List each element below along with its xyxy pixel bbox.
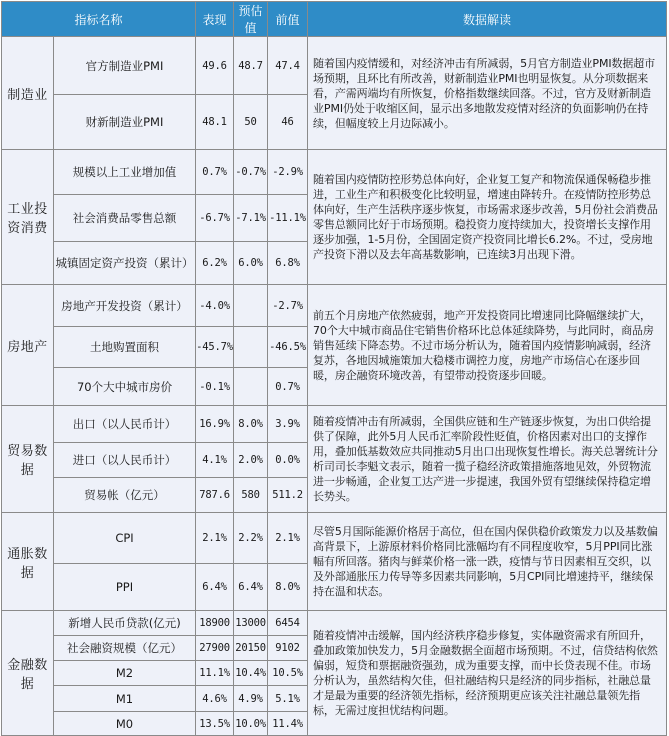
actual-value: -45.7%: [196, 327, 234, 368]
previous-value: 0.7%: [268, 368, 308, 406]
forecast-value: 20150: [234, 636, 268, 661]
forecast-value: 8.0%: [234, 406, 268, 443]
previous-value: 8.0%: [268, 564, 308, 611]
forecast-value: 50: [234, 95, 268, 150]
actual-value: 11.1%: [196, 661, 234, 686]
previous-value: 10.5%: [268, 661, 308, 686]
indicator-name: 城镇固定资产投资（累计）: [54, 242, 196, 285]
analysis-industry-investment-consumption: 随着国内疫情防控形势总体向好，企业复工复产和物流保通保畅稳步推进，工业生产和积极变化比较明显，增速由降转升。在疫情防控形势总体向好，生产生活秩序逐步恢复，市场需求逐步改善，5月份社会消费品零售总额同比好于市场预期。稳投资力度持续加大，投资增长支撑作用逐步加强，1-5月份，全国固定资产投资同比增长6.2%。不过，受房地产投资下滑以及去年高基数影响，已连续3月出现下滑。: [308, 150, 667, 285]
actual-value: -4.0%: [196, 285, 234, 327]
indicator-name: PPI: [54, 564, 196, 611]
actual-value: 16.9%: [196, 406, 234, 443]
forecast-value: -7.1%: [234, 195, 268, 242]
indicator-name: 规模以上工业增加值: [54, 150, 196, 195]
header-indicator: 指标名称: [2, 2, 196, 37]
category-manufacturing: 制造业: [2, 37, 54, 150]
previous-value: 0.0%: [268, 443, 308, 478]
previous-value: 6454: [268, 611, 308, 636]
actual-value: 18900: [196, 611, 234, 636]
actual-value: -0.1%: [196, 368, 234, 406]
header-actual: 表现: [196, 2, 234, 37]
forecast-value: [234, 368, 268, 406]
indicator-name: 土地购置面积: [54, 327, 196, 368]
previous-value: -2.7%: [268, 285, 308, 327]
forecast-value: 6.0%: [234, 242, 268, 285]
analysis-inflation-data: 尽管5月国际能源价格居于高位，但在国内保供稳价政策发力以及基数偏高背景下，上游原材料价格同比涨幅均有不同程度收窄，5月PPI同比涨幅有所回落。猪肉与鲜菜价格一涨一跌，疫情与节日因素相互交织，以及外部通胀压力传导等多因素共同影响，5月CPI同比增速持平，继续保持在温和状态。: [308, 513, 667, 611]
actual-value: -6.7%: [196, 195, 234, 242]
header-previous: 前值: [268, 2, 308, 37]
forecast-value: 10.0%: [234, 712, 268, 736]
previous-value: -11.1%: [268, 195, 308, 242]
actual-value: 787.6: [196, 478, 234, 513]
previous-value: 47.4: [268, 37, 308, 95]
forecast-value: 580: [234, 478, 268, 513]
forecast-value: 10.4%: [234, 661, 268, 686]
previous-value: -46.5%: [268, 327, 308, 368]
previous-value: 11.4%: [268, 712, 308, 736]
previous-value: 46: [268, 95, 308, 150]
header-analysis: 数据解读: [308, 2, 667, 37]
indicator-name: 社会消费品零售总额: [54, 195, 196, 242]
actual-value: 4.6%: [196, 686, 234, 712]
forecast-value: 2.0%: [234, 443, 268, 478]
actual-value: 6.2%: [196, 242, 234, 285]
indicator-name: 出口（以人民币计）: [54, 406, 196, 443]
category-real-estate: 房地产: [2, 285, 54, 406]
table-header-row: [2, 2, 667, 37]
indicator-name: 社会融资规模（亿元）: [54, 636, 196, 661]
forecast-value: 4.9%: [234, 686, 268, 712]
category-financial-data: 金融数据: [2, 611, 54, 736]
actual-value: 4.1%: [196, 443, 234, 478]
actual-value: 6.4%: [196, 564, 234, 611]
previous-value: 9102: [268, 636, 308, 661]
previous-value: 2.1%: [268, 513, 308, 564]
indicator-name: 财新制造业PMI: [54, 95, 196, 150]
indicator-name: 贸易帐（亿元）: [54, 478, 196, 513]
analysis-financial-data: 随着疫情冲击缓解，国内经济秩序稳步修复，实体融资需求有所回升，叠加政策加快发力，5月金融数据全面超市场预期。不过，信贷结构依然偏弱，短贷和票据融资强劲，成为重要支撑，而中长贷表现不佳。市场分析认为，虽然结构欠佳，但社融结构只是经济的同步指标，社融总量才是最为重要的经济领先指标，经济预期更应该关注社融总量领先指标，无需过度担忧结构问题。: [308, 611, 667, 736]
forecast-value: 13000: [234, 611, 268, 636]
header-forecast: 预估值: [234, 2, 268, 37]
indicator-name: M0: [54, 712, 196, 736]
forecast-value: [234, 327, 268, 368]
indicator-name: 房地产开发投资（累计）: [54, 285, 196, 327]
analysis-manufacturing: 随着国内疫情缓和，对经济冲击有所减弱，5月官方制造业PMI数据超市场预期，且环比有所改善，财新制造业PMI也明显恢复。从分项数据来看，产需两端均有所恢复，价格指数继续回落。不过，官方及财新制造业PMI仍处于收缩区间，显示出多地散发疫情对经济的负面影响仍在持续，但幅度较上月边际减小。: [308, 37, 667, 150]
category-industry-investment-consumption: 工业投资消费: [2, 150, 54, 285]
indicator-name: M2: [54, 661, 196, 686]
actual-value: 48.1: [196, 95, 234, 150]
table-row: [2, 37, 667, 95]
forecast-value: [234, 285, 268, 327]
actual-value: 49.6: [196, 37, 234, 95]
actual-value: 13.5%: [196, 712, 234, 736]
forecast-value: 2.2%: [234, 513, 268, 564]
category-inflation-data: 通胀数据: [2, 513, 54, 611]
indicator-name: 70个大中城市房价: [54, 368, 196, 406]
previous-value: 5.1%: [268, 686, 308, 712]
forecast-value: 6.4%: [234, 564, 268, 611]
previous-value: 6.8%: [268, 242, 308, 285]
table-row: [2, 406, 667, 443]
indicator-name: CPI: [54, 513, 196, 564]
forecast-value: 48.7: [234, 37, 268, 95]
forecast-value: -0.7%: [234, 150, 268, 195]
indicator-name: M1: [54, 686, 196, 712]
actual-value: 2.1%: [196, 513, 234, 564]
previous-value: 3.9%: [268, 406, 308, 443]
actual-value: 27900: [196, 636, 234, 661]
previous-value: -2.9%: [268, 150, 308, 195]
indicator-name: 进口（以人民币计）: [54, 443, 196, 478]
indicator-name: 新增人民币贷款(亿元): [54, 611, 196, 636]
indicator-name: 官方制造业PMI: [54, 37, 196, 95]
analysis-real-estate: 前五个月房地产依然疲弱，地产开发投资同比增速同比降幅继续扩大，70个大中城市商品住宅销售价格环比总体延续降势，与此同时，商品房销售延续下降态势。不过市场分析认为，随着国内疫情影响减弱，经济复苏，各地因城施策加大稳楼市调控力度，房地产市场信心在逐步回暖，房企融资环境改善，有望带动投资逐步回暖。: [308, 285, 667, 406]
table-row: [2, 150, 667, 195]
actual-value: 0.7%: [196, 150, 234, 195]
analysis-trade-data: 随着疫情冲击有所减弱，全国供应链和生产链逐步恢复，为出口供给提供了保障，此外5月人民币汇率阶段性贬值，价格因素对出口的支撑作用，叠加低基数效应共同推动5月出口出现恢复性增长。海关总署统计分析司司长李魁文表示，随着一揽子稳经济政策措施落地见效，外贸物流进一步畅通，企业复工达产进一步提速，我国外贸有望继续保持稳定增长势头。: [308, 406, 667, 513]
table-row: [2, 285, 667, 327]
economic-indicator-table: [1, 1, 667, 736]
category-trade-data: 贸易数据: [2, 406, 54, 513]
table-row: [2, 611, 667, 636]
table-row: [2, 513, 667, 564]
previous-value: 511.2: [268, 478, 308, 513]
